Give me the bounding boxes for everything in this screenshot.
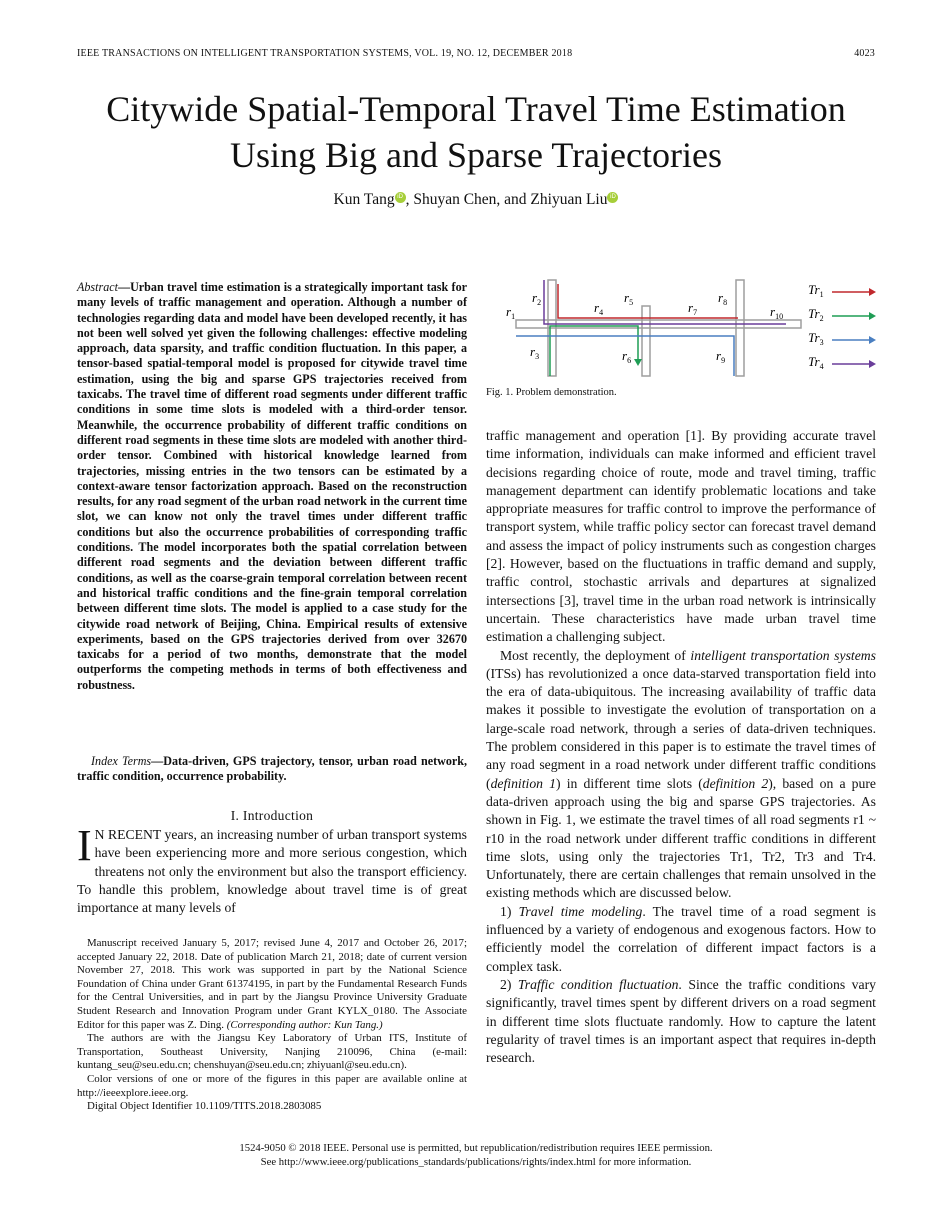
author-1: Kun Tang (333, 191, 395, 208)
footnote-doi: Digital Object Identifier 10.1109/TITS.2018.2803085 (87, 1100, 322, 1113)
drop-cap: I (77, 821, 92, 870)
orcid-icon[interactable]: iD (395, 192, 406, 203)
intro-text: years, an increasing number of urban transport systems have been experiencing more and more serious congestion, which threatens not only the environment but also the transport efficiency. To handle this problem, knowledge about travel time is of great importance at many levels of (77, 827, 467, 916)
author-rest: , Shuyan Chen, and Zhiyuan Liu (405, 191, 608, 208)
legend-arrow-tr3 (869, 336, 876, 344)
label-r4: $r_4$ (594, 300, 604, 317)
orcid-icon[interactable]: iD (607, 192, 618, 203)
legend-tr3: $Tr_3$ (808, 330, 824, 347)
index-terms-text: Data-driven, GPS trajectory, tensor, urban road network, traffic condition, occurrence probability. (77, 754, 467, 784)
paragraph-challenge-2: 2) Traffic condition fluctuation. Since the traffic conditions vary significantly, travel times spent by different drivers on a road segment in different time slots fluctuate randomly. How to capture the latent regularity of travel times is an important aspect that requires in-depth research. (486, 976, 876, 1066)
intro-lead: N RECENT (94, 827, 162, 842)
paper-title (0, 86, 952, 178)
paragraph-2: Most recently, the deployment of intelligent transportation systems (ITSs) has revolutionized a once data-starved transportation field into the era of data-ubiquitous. The increasing availability of traffic data makes it possible to investigate the evolution of transportation on a large-scale road network, through a series of data-driven techniques. The problem considered in this paper is to estimate the travel times of any road segment in a road network under different traffic conditions (definition 1) in different time slots (definition 2), based on a pure data-driven approach using the big and sparse GPS trajectories. As shown in Fig. 1, we estimate the travel times of all road segments r1 ~ r10 in the road network under different traffic conditions in different time slots, using only the trajectories Tr1, Tr2, Tr3 and Tr4. Unfortunately, there are certain challenges that remain unsolved in the existing methods which are discussed below. (486, 647, 877, 901)
index-terms-label: Index Terms (91, 754, 152, 768)
footnote-color: Color versions of one or more of the figures in this paper are available online at http://ieeexplore.ieee.org. (77, 1072, 467, 1099)
section-heading: I. Introduction (230, 808, 314, 823)
title-line-1: Citywide Spatial-Temporal Travel Time Estimation (106, 89, 846, 129)
label-r10: $r_{10}$ (770, 304, 784, 321)
page-number: 4023 (854, 48, 875, 59)
abstract-text: Urban travel time estimation is a strategically important task for many levels of traffic management and operation. Although a number of technologies regarding data and model have been developed recently, it has not been well solved yet given the following challenges: effective modeling approach, data sparsity, and traffic condition fluctuation. In this paper, a tensor-based spatial-temporal model is proposed for citywide travel time estimation, using the big and sparse GPS trajectories received from taxicabs. The travel time of different road segments under different traffic conditions in some time slots is modeled with a third-order tensor. Meanwhile, the occurrence probability of different traffic conditions on different road segments in these time slots are modeled with another third-order tensor. Combined with historical knowledge learned from trajectories, missing entries in the two tensors can be estimated by a context-aware tensor factorization approach. Based on the reconstruction results, for any road segment of the urban road network in the current time slot, we can know not only the travel times under different traffic conditions but also the occurrence probabilities of corresponding traffic conditions. The model incorporates both the spatial correlation between different road segments and the deviation between different traffic conditions, as well as the coarse-grain temporal correlation between recent and historical traffic conditions and the fine-grain temporal correlation between different time slots. The model is applied to a case study for the citywide road network of Beijing, China. Empirical results of extensive experiments, based on the GPS trajectories derived from over 32670 taxicabs for a period of two months, demonstrate that the model outperforms the competing methods in terms of both effectiveness and robustness. (77, 280, 467, 692)
legend-tr4: $Tr_4$ (808, 354, 824, 371)
copyright-line-1: 1524-9050 © 2018 IEEE. Personal use is permitted, but republication/redistribution requires IEEE permission. (239, 1142, 713, 1154)
copyright-notice (0, 1141, 952, 1169)
figure-caption: Fig. 1. Problem demonstration. (486, 387, 617, 398)
index-terms (77, 754, 467, 785)
legend-arrow-tr4 (869, 360, 876, 368)
right-column-body (486, 427, 876, 1067)
legend-arrow-tr2 (869, 312, 876, 320)
paragraph-challenge-1: 1) Travel time modeling. The travel time of a road segment is influenced by a variety of endogenous and exogenous factors. How to efficiently model the correlation of different impact factors is a complex task. (486, 903, 876, 974)
label-r1: $r_1$ (506, 304, 516, 321)
figure-road-network (486, 266, 876, 384)
label-r8: $r_8$ (718, 290, 728, 307)
label-r9: $r_9$ (716, 348, 726, 365)
road-vertical-2 (642, 306, 650, 376)
abstract (77, 280, 467, 693)
footnote-manuscript: Manuscript received January 5, 2017; revised June 4, 2017 and October 26, 2017; accepted January 22, 2018. Date of publication March 21, 2018; date of current version November 27, 2018. This work was supported in part by the National Science Foundation of China under Grant 61374195, in part by the Fundamental Research Funds for the Central Universities, and in part by the Jiangsu Province University Graduate Student Research and Innovation Program under Grant KYLX_0180. The Associate Editor for this paper was Z. Ding. (Corresponding author: Kun Tang.) (77, 937, 467, 1031)
legend-arrow-tr1 (869, 288, 876, 296)
trajectory-tr1 (558, 284, 738, 318)
label-r6: $r_6$ (622, 348, 632, 365)
label-r2: $r_2$ (532, 290, 542, 307)
label-r5: $r_5$ (624, 290, 634, 307)
footnotes (77, 937, 467, 1114)
footnote-affiliation: The authors are with the Jiangsu Key Laboratory of Urban ITS, Institute of Transportation, Southeast University, Nanjing 210096, China (e-mail: kuntang_seu@seu.edu.cn; chenshuyan@seu.edu.cn; zhiyuanl@seu.edu.cn). (77, 1032, 467, 1072)
paragraph-1: traffic management and operation [1]. By providing accurate travel time information, individuals can make informed and efficient travel decisions regarding choice of route, mode and travel timing, traffic management department can identify problematic locations and take appropriate measures for traffic control to improve the performance of transport system, while traffic policy sector can forecast travel demand and assess the impact of policy instruments such as congestion charges [2]. However, based on the fluctuations in traffic demand and supply, traffic control, stochastic arrivals and departures at signalized intersections [3], travel time in the urban road network is intrinsically uncertain. These characteristics have made urban travel time estimation a challenging subject. (486, 428, 876, 645)
label-r7: $r_7$ (688, 300, 698, 317)
intro-paragraph (77, 821, 467, 917)
label-r3: $r_3$ (530, 344, 540, 361)
index-terms-dash: — (151, 754, 164, 768)
running-header: IEEE TRANSACTIONS ON INTELLIGENT TRANSPORTATION SYSTEMS, VOL. 19, NO. 12, DECEMBER 2018 (77, 48, 573, 59)
abstract-dash: — (117, 280, 131, 294)
arrowhead-tr2 (634, 359, 642, 366)
author-list (0, 191, 952, 209)
abstract-label: Abstract (77, 280, 118, 294)
title-line-2: Using Big and Sparse Trajectories (230, 135, 722, 175)
legend-tr2: $Tr_2$ (808, 306, 824, 323)
legend-tr1: $Tr_1$ (808, 282, 824, 299)
copyright-line-2: See http://www.ieee.org/publications_standards/publications/rights/index.html for more information. (260, 1156, 692, 1168)
